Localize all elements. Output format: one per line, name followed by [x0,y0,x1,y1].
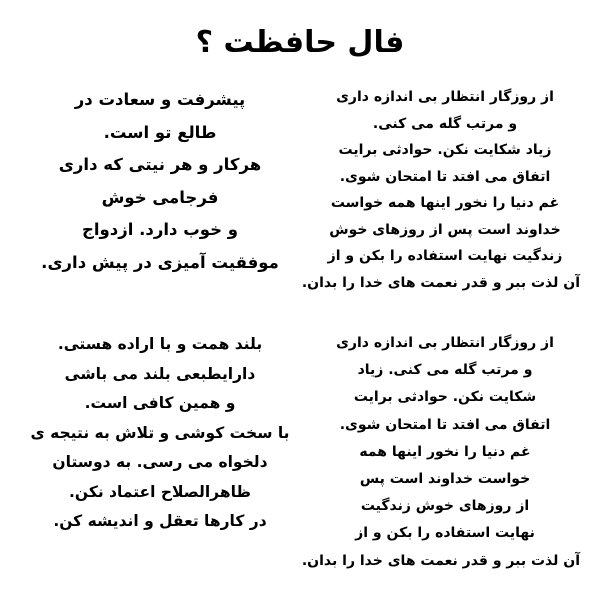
fortune-block-bottom-left [20,330,300,537]
text-line: فرجامی خوش [101,187,219,207]
fortune-block-bottom-right [301,330,580,575]
text-line: آن لذت ببر و قدر نعمت های خدا را بدان. [301,552,580,569]
text-line: پیشرفت و سعادت در [74,90,246,109]
text-line: از روزگار انتظار بی اندازه داری [336,89,554,105]
text-line: دارایطبعی بلند می باشی [64,364,256,383]
text-line: با سخت کوشی و تلاش به نتیجه ی [30,423,290,442]
fortune-block-top-left [20,84,300,279]
text-line: آن لذت ببر و قدر نعمت های خدا را بدان. [301,274,580,291]
text-line: ظاهرالصلاح اعتماد نکن. [68,482,251,501]
text-line: خواست خداوند است پس [359,471,531,488]
text-line: غم دنیا را نخور اینها همه [359,443,531,460]
text-line: هرکار و هر نیتی که داری [58,155,262,174]
text-line: خداوند است پس از روزهای خوش [329,221,561,238]
text-line: و خوب دارد. ازدواج [81,220,239,239]
text-line: نهایت استفاده را بکن و از [355,525,535,542]
text-line: دلخواه می رسی. به دوستان [52,453,268,471]
text-line: زیاد شکایت نکن. حوادثی برایت [338,142,552,158]
text-line: طالع تو است. [103,122,217,142]
text-line: از روزگار انتظار بی اندازه داری [336,335,554,351]
text-line: و مرتب گله می کنی. [372,115,518,132]
text-line: بلند همت و با اراده هستی. [57,335,263,353]
text-line: در کارها تعقل و اندیشه کن. [53,512,267,530]
text-line: زندگیت نهایت استفاده را بکن و از [327,248,563,264]
fortune-block-top-right [301,84,580,296]
text-line: غم دنیا را نخور اینها همه خواست [330,195,560,211]
page-title: فال حافظت ؟ [195,25,405,60]
text-line: اتفاق می افتد تا امتحان شوی. [339,416,551,433]
text-line: و مرتب گله می کنی. زیاد [357,362,533,379]
text-line: از روزهای خوش زندگیت [360,498,530,515]
text-line: اتفاق می افتد تا امتحان شوی. [339,168,551,185]
text-line: موفقیت آمیزی در پیش داری. [41,252,279,272]
text-line: و همین کافی است. [84,394,236,412]
text-line: شکایت نکن. حوادثی برایت [353,389,537,406]
